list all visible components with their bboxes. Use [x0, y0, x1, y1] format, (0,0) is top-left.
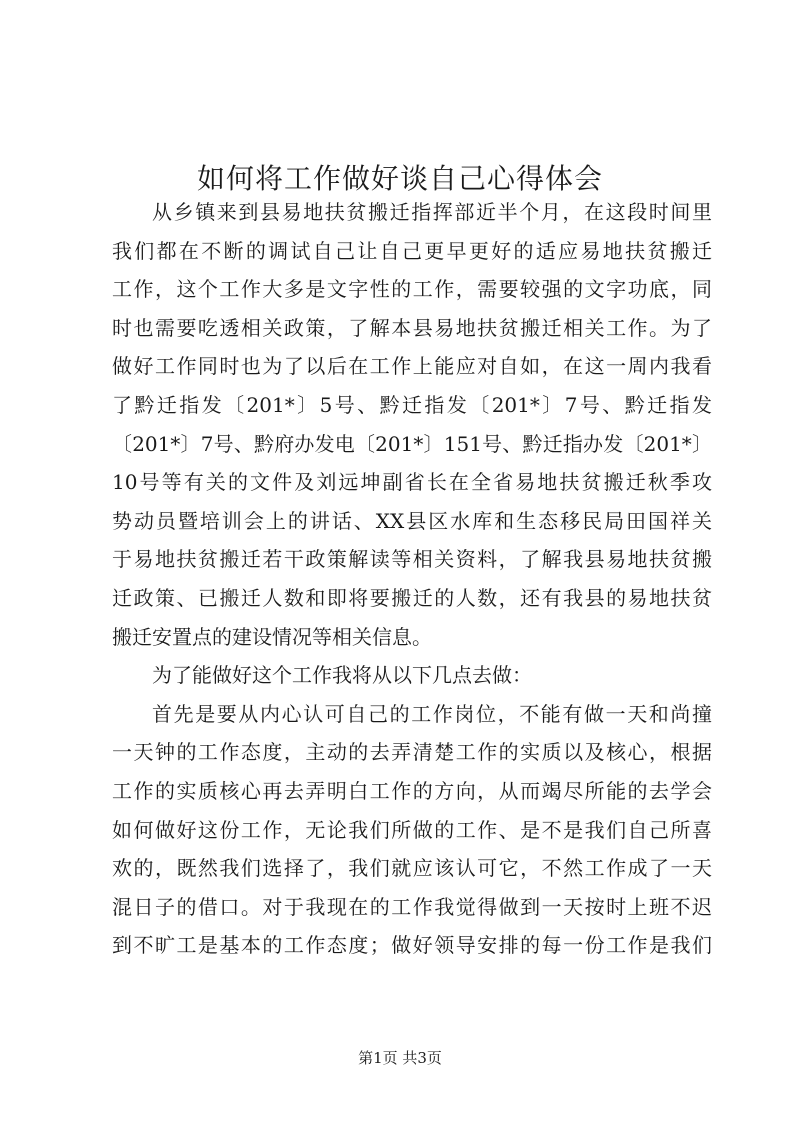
body-line: 于易地扶贫搬迁若干政策解读等相关资料，了解我县易地扶贫搬	[112, 547, 712, 572]
body-line: 混日子的借口。对于我现在的工作我觉得做到一天按时上班不迟	[112, 894, 712, 919]
body-line: 首先是要从内心认可自己的工作岗位，不能有做一天和尚撞	[152, 701, 712, 726]
body-line: 工作，这个工作大多是文字性的工作，需要较强的文字功底，同	[112, 277, 712, 302]
body-line: 为了能做好这个工作我将从以下几点去做：	[152, 663, 532, 688]
document-title: 如何将工作做好谈自己心得体会	[196, 161, 603, 195]
body-line: 工作的实质核心再去弄明白工作的方向，从而竭尽所能的去学会	[112, 778, 712, 803]
body-line: 做好工作同时也为了以后在工作上能应对自如，在这一周内我看	[112, 354, 712, 379]
page-footer	[0, 1048, 800, 1068]
body-line: 搬迁安置点的建设情况等相关信息。	[112, 624, 432, 649]
body-line: 迁政策、已搬迁人数和即将要搬迁的人数，还有我县的易地扶贫	[112, 585, 712, 610]
body-line: 势动员暨培训会上的讲话、XX县区水库和生态移民局田国祥关	[112, 508, 712, 533]
body-line: 到不旷工是基本的工作态度；做好领导安排的每一份工作是我们	[112, 933, 712, 958]
body-line: 时也需要吃透相关政策，了解本县易地扶贫搬迁相关工作。为了	[112, 315, 712, 340]
body-line: 如何做好这份工作，无论我们所做的工作、是不是我们自己所喜	[112, 817, 712, 842]
body-line: 〔201*〕7号、黔府办发电〔201*〕151号、黔迁指办发〔201*〕	[112, 431, 712, 456]
body-line: 欢的，既然我们选择了，我们就应该认可它，不然工作成了一天	[112, 856, 712, 881]
body-line: 从乡镇来到县易地扶贫搬迁指挥部近半个月，在这段时间里	[152, 200, 712, 224]
page-number: 第1页 共3页	[358, 1049, 442, 1067]
body-line: 一天钟的工作态度，主动的去弄清楚工作的实质以及核心，根据	[112, 740, 712, 765]
document-body	[112, 193, 712, 965]
body-line: 我们都在不断的调试自己让自己更早更好的适应易地扶贫搬迁	[112, 238, 712, 263]
body-line: 了黔迁指发〔201*〕5号、黔迁指发〔201*〕7号、黔迁指发	[112, 392, 712, 417]
body-line: 10号等有关的文件及刘远坤副省长在全省易地扶贫搬迁秋季攻	[112, 470, 712, 495]
